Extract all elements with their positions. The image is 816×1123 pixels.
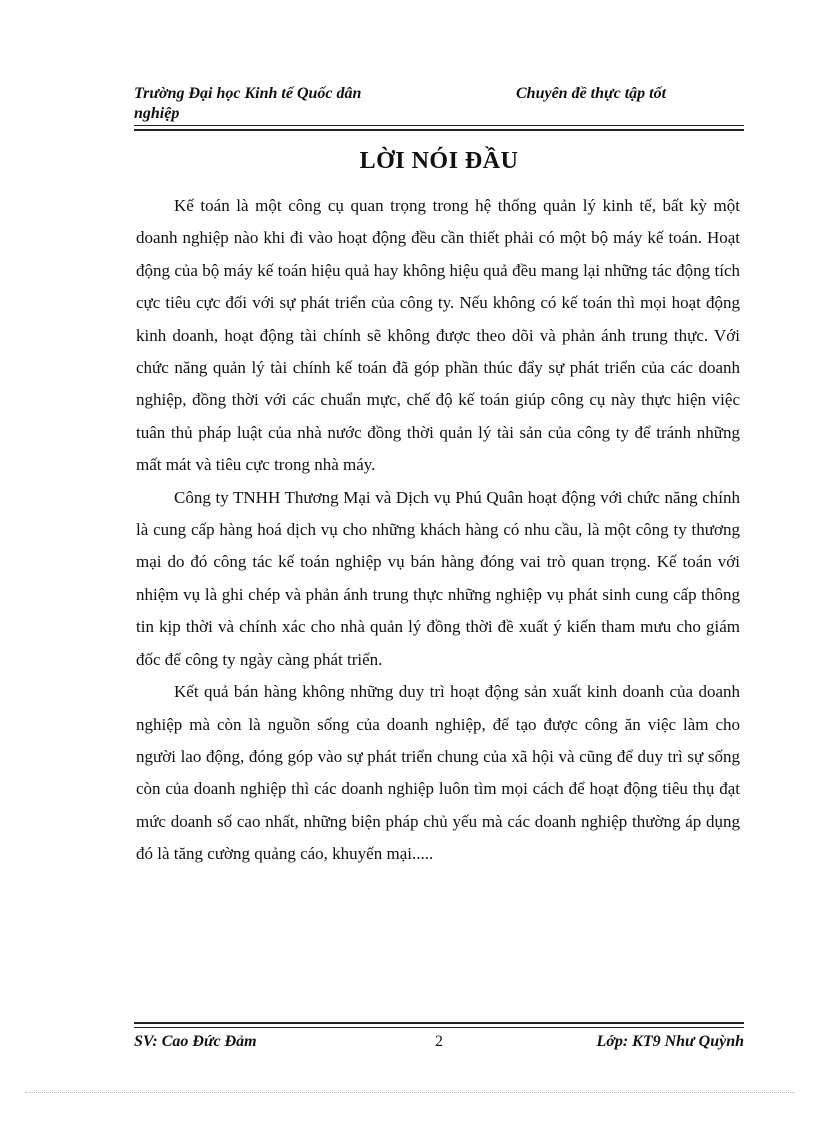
paragraph-1: Kế toán là một công cụ quan trọng trong hệ thống quản lý kinh tế, bất kỳ một doanh nghiệp nào khi đi vào hoạt động đều cần thiết phải có một bộ máy kế toán. Hoạt động của bộ máy kế toán hiệu quả hay không hiệu quả đều mang lại những tác động tích cực tiêu cực đối với sự phát triển của công ty. Nếu không có kế toán thì mọi hoạt động kinh doanh, hoạt động tài chính sẽ không được theo dõi và phản ánh trung thực. Với chức năng quản lý tài chính kế toán đã góp phần thúc đẩy sự phát triển của các doanh nghiệp, đồng thời với các chuẩn mực, chế độ kế toán giúp công cụ này thực hiện việc tuân thủ pháp luật của nhà nước đồng thời quản lý tài sản của công ty để tránh những mất mát và tiêu cực trong nhà máy. <box>136 196 740 475</box>
document-body <box>136 190 740 871</box>
page-title: LỜI NÓI ĐẦU <box>359 148 519 174</box>
footer-rule-thin <box>134 1027 744 1028</box>
page-header <box>134 84 744 124</box>
paragraph-3: Kết quả bán hàng không những duy trì hoạt động sản xuất kinh doanh của doanh nghiệp mà còn là nguồn sống của doanh nghiệp, để tạo được công ăn việc làm cho người lao động, đóng góp vào sự phát triển chung của xã hội và cũng để duy trì sự sống còn của doanh nghiệp thì các doanh nghiệp luôn tìm mọi cách để hoạt động tiêu thụ đạt mức doanh số cao nhất, những biện pháp chủ yếu mà các doanh nghiệp thường áp dụng đó là tăng cường quảng cáo, khuyến mại..... <box>136 682 740 864</box>
header-rule-thick <box>134 129 744 131</box>
paragraph-2: Công ty TNHH Thương Mại và Dịch vụ Phú Quân hoạt động với chức năng chính là cung cấp hàng hoá dịch vụ cho những khách hàng có nhu cầu, là một công ty thương mại do đó công tác kế toán nghiệp vụ bán hàng đóng vai trò quan trọng. Kế toán với nhiệm vụ là ghi chép và phản ánh trung thực những nghiệp vụ phát sinh cung cấp thông tin kịp thời và chính xác cho nhà quản lý đồng thời đề xuất ý kiến tham mưu cho giám đốc để công ty ngày càng phát triển. <box>136 487 740 669</box>
footer-class-name: Lớp: KT9 Như Quỳnh <box>596 1033 744 1050</box>
page-boundary <box>25 1092 795 1093</box>
footer-student-name: SV: Cao Đức Đảm <box>134 1033 257 1050</box>
page-number: 2 <box>435 1033 443 1050</box>
page-footer <box>134 1032 744 1054</box>
header-rule-thin <box>134 125 744 126</box>
header-school-name: Trường Đại học Kinh tế Quốc dân nghiệp <box>134 85 362 122</box>
header-report-title: Chuyên đề thực tập tốt <box>516 85 667 102</box>
footer-rule-thick <box>134 1022 744 1024</box>
